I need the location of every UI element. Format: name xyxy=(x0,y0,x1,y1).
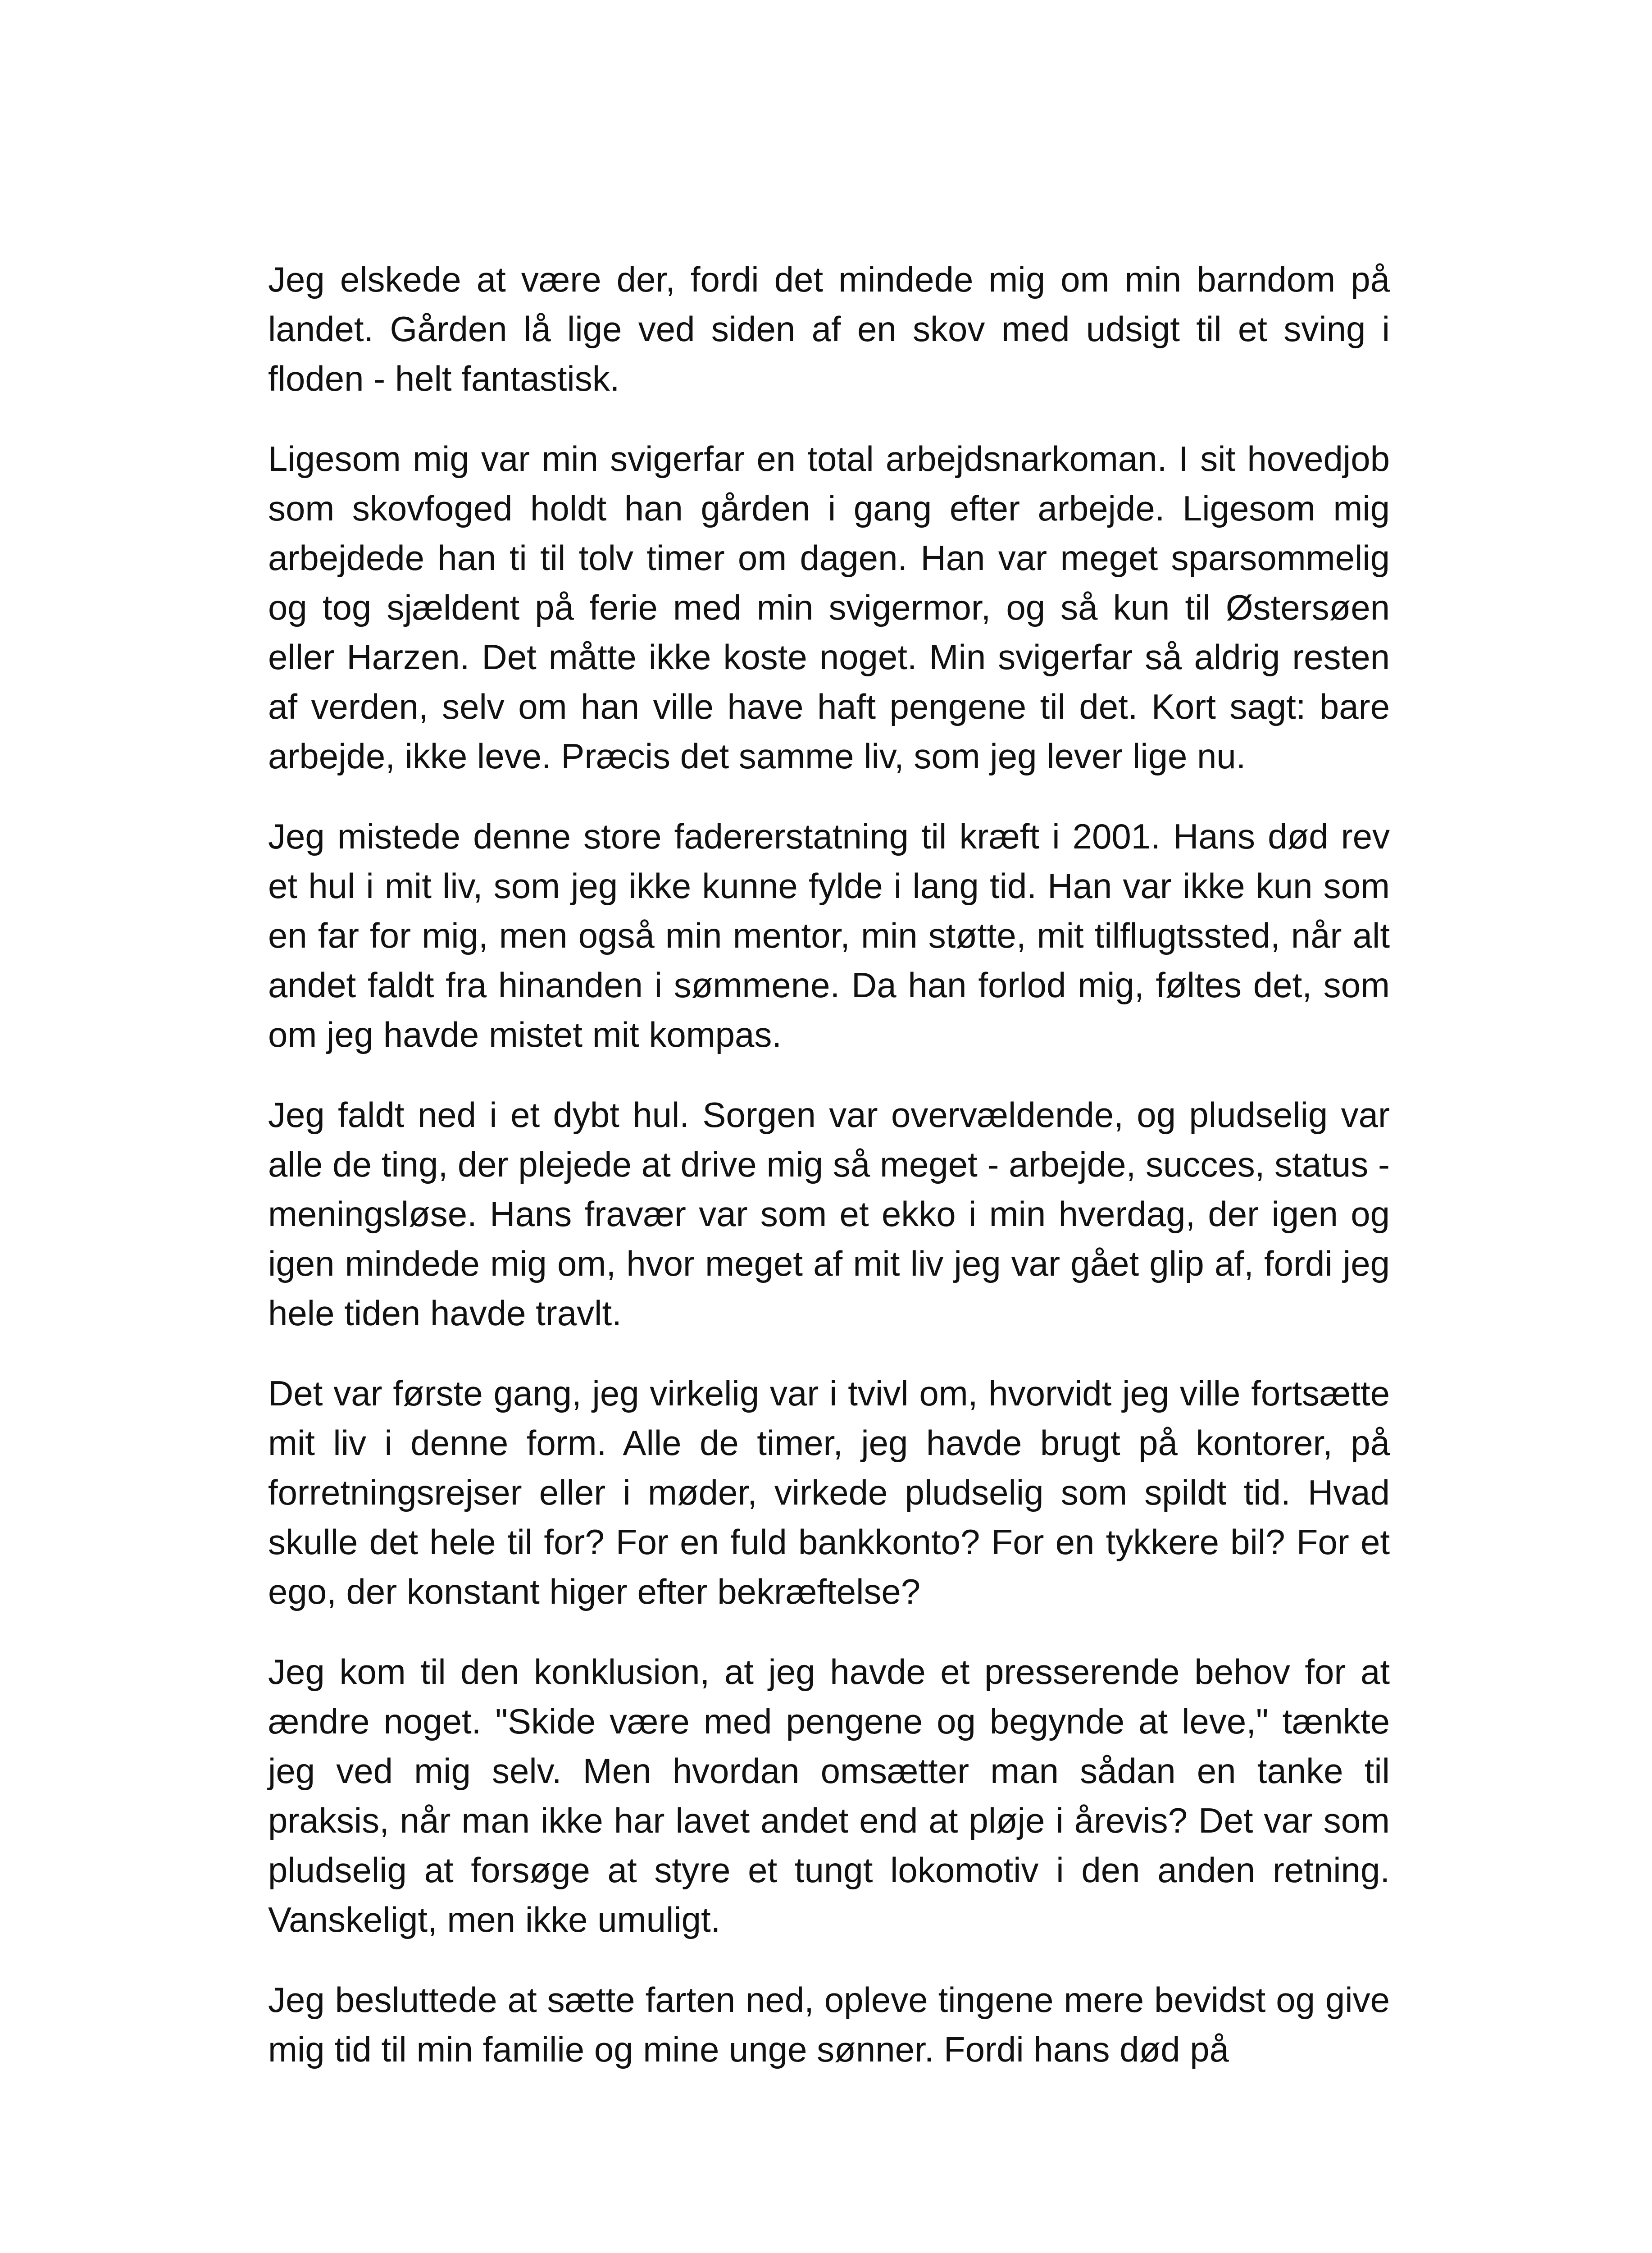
body-text xyxy=(268,255,1390,2074)
paragraph: Jeg faldt ned i et dybt hul. Sorgen var overvældende, og pludselig var alle de ting, der plejede at drive mig så meget - arbejde, succes, status - meningsløse. Hans fravær var som et ekko i min hverdag, der igen og igen mindede mig om, hvor meget af mit liv jeg var gået glip af, fordi jeg hele tiden havde travlt. xyxy=(268,1095,1390,1333)
paragraph: Jeg kom til den konklusion, at jeg havde et presserende behov for at ændre noget. "Skide være med pengene og begynde at leve," tænkte jeg ved mig selv. Men hvordan omsætter man sådan en tanke til praksis, når man ikke har lavet andet end at pløje i årevis? Det var som pludselig at forsøge at styre et tungt lokomotiv i den anden retning. Vanskeligt, men ikke umuligt. xyxy=(268,1652,1390,1939)
paragraph: Jeg mistede denne store fadererstatning til kræft i 2001. Hans død rev et hul i mit liv, som jeg ikke kunne fylde i lang tid. Han var ikke kun som en far for mig, men også min mentor, min støtte, mit tilflugtssted, når alt andet faldt fra hinanden i sømmene. Da han forlod mig, føltes det, som om jeg havde mistet mit kompas. xyxy=(268,816,1390,1054)
paragraph: Jeg besluttede at sætte farten ned, opleve tingene mere bevidst og give mig tid til min familie og mine unge sønner. Fordi hans død på xyxy=(268,1980,1390,2069)
paragraph: Det var første gang, jeg virkelig var i tvivl om, hvorvidt jeg ville fortsætte mit liv i denne form. Alle de timer, jeg havde brugt på kontorer, på forretningsrejser eller i møder, virkede pludselig som spildt tid. Hvad skulle det hele til for? For en fuld bankkonto? For en tykkere bil? For et ego, der konstant higer efter bekræftelse? xyxy=(268,1373,1390,1611)
paragraph: Ligesom mig var min svigerfar en total arbejdsnarkoman. I sit hovedjob som skovfoged holdt han gården i gang efter arbejde. Ligesom mig arbejdede han ti til tolv timer om dagen. Han var meget sparsommelig og tog sjældent på ferie med min svigermor, og så kun til Østersøen eller Harzen. Det måtte ikke koste noget. Min svigerfar så aldrig resten af verden, selv om han ville have haft pengene til det. Kort sagt: bare arbejde, ikke leve. Præcis det samme liv, som jeg lever lige nu. xyxy=(268,439,1390,776)
paragraph: Jeg elskede at være der, fordi det mindede mig om min barndom på landet. Gården lå lige ved siden af en skov med udsigt til et sving i floden - helt fantastisk. xyxy=(268,260,1390,398)
